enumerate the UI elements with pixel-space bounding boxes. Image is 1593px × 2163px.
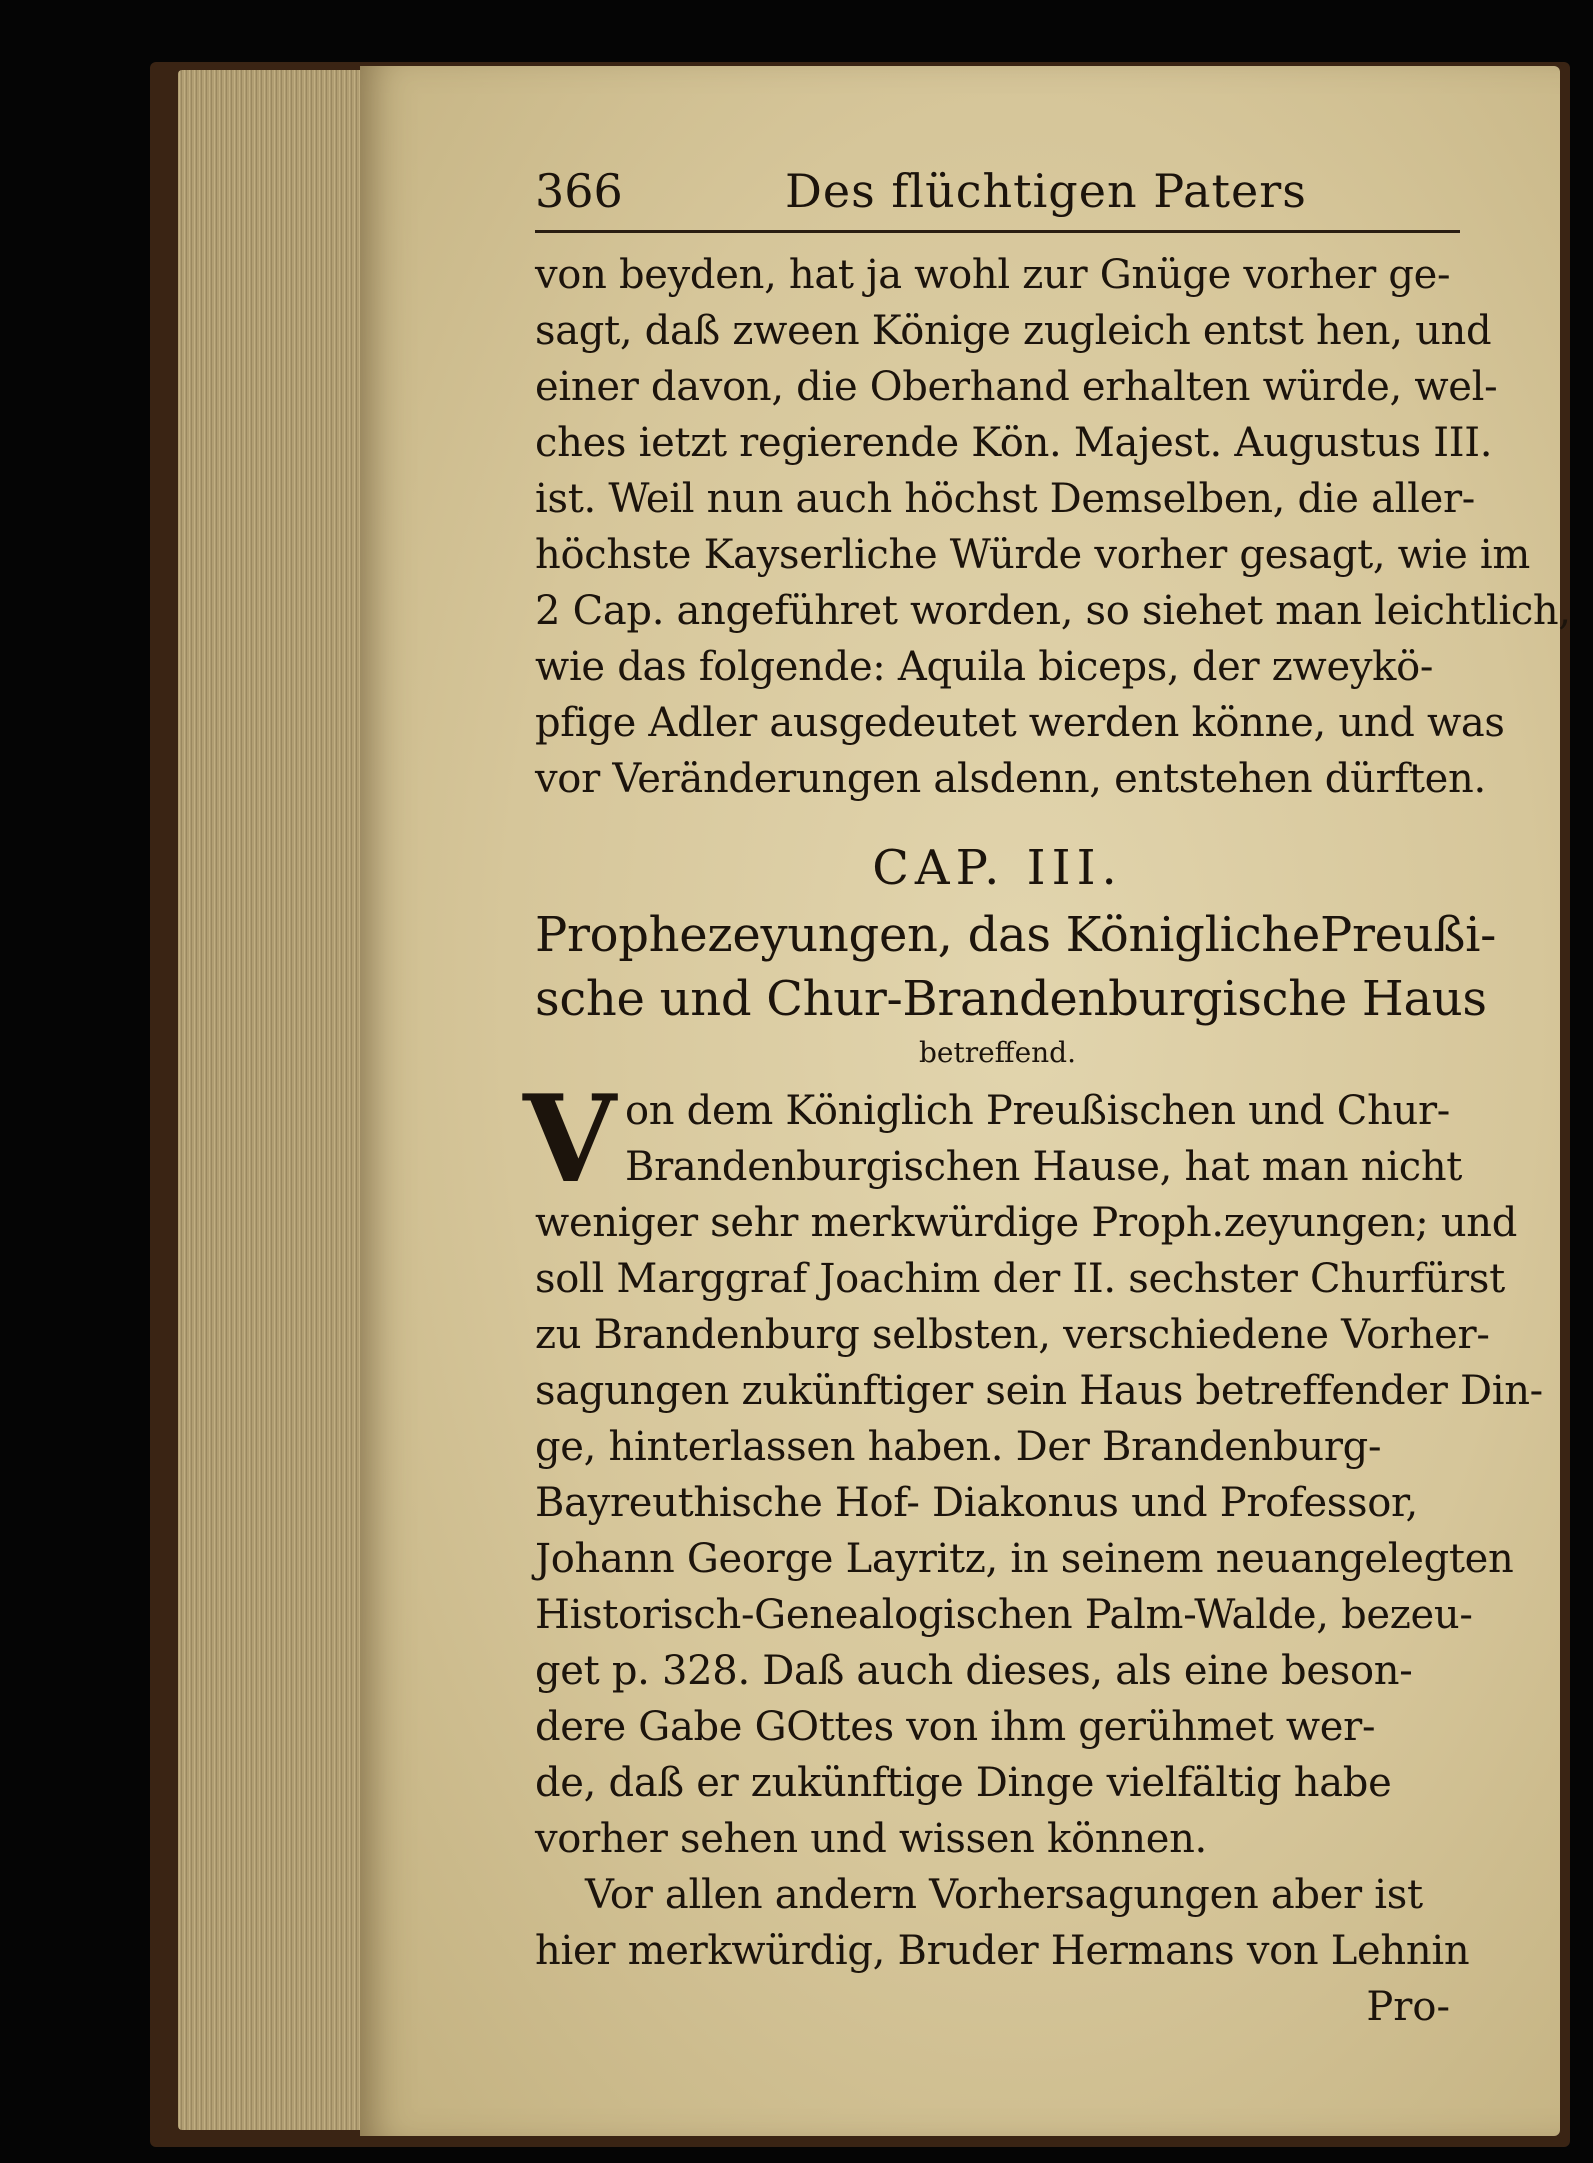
text-line: Brandenburgischen Hause, hat man nicht <box>625 1144 1463 1190</box>
text-line: weniger sehr merkwürdige Proph.zeyungen; und <box>535 1200 1518 1246</box>
chapter-title <box>535 903 1497 1031</box>
text-line: soll Marggraf Joachim der II. sechster Churfürst <box>535 1256 1505 1302</box>
paragraph-3 <box>535 1867 1470 1979</box>
drop-capital: V <box>523 1069 617 1210</box>
page-number: 366 <box>535 164 623 218</box>
paragraph-2 <box>523 1069 1543 1867</box>
text-line: pfige Adler ausgedeutet werden könne, und was <box>535 700 1505 746</box>
text-line: zu Brandenburg selbsten, verschiedene Vorher- <box>535 1312 1490 1358</box>
text-line: get p. 328. Daß auch dieses, als eine beson- <box>535 1648 1413 1694</box>
text-line: höchste Kayserliche Würde vorher gesagt, wie im <box>535 532 1531 578</box>
text-line: Bayreuthische Hof- Diakonus und Professor, <box>535 1480 1418 1526</box>
text-line: sagungen zukünftiger sein Haus betreffender Din- <box>535 1368 1543 1414</box>
catchword: Pro- <box>1366 1984 1450 2030</box>
running-head <box>535 150 1460 233</box>
text-line: de, daß er zukünftige Dinge vielfältig habe <box>535 1760 1392 1806</box>
text-line: wie das folgende: Aquila biceps, der zweykö- <box>535 644 1434 690</box>
text-line: vor Veränderungen alsdenn, entstehen dürften. <box>535 756 1486 802</box>
paragraph-1 <box>535 247 1571 807</box>
text-line: Johann George Layritz, in seinem neuangelegten <box>535 1536 1514 1582</box>
text-line: 2 Cap. angeführet worden, so siehet man leichtlich, <box>535 588 1571 634</box>
text-line: vorher sehen und wissen können. <box>535 1816 1207 1862</box>
text-line: hier merkwürdig, Bruder Hermans von Lehnin <box>535 1928 1470 1974</box>
text-line: von beyden, hat ja wohl zur Gnüge vorher ge- <box>535 252 1451 298</box>
chapter-title-line: Prophezeyungen, das KöniglichePreußi- <box>535 907 1497 963</box>
page-text <box>523 150 1571 2035</box>
text-line: Vor allen andern Vorhersagungen aber ist <box>585 1872 1423 1918</box>
text-line: sagt, daß zween Könige zugleich entst hen, und <box>535 308 1492 354</box>
text-line: einer davon, die Oberhand erhalten würde, wel- <box>535 364 1498 410</box>
text-line: ches ietzt regierende Kön. Majest. Augustus III. <box>535 420 1493 466</box>
chapter-number: CAP. III. <box>872 840 1123 896</box>
text-line: ge, hinterlassen haben. Der Brandenburg- <box>535 1424 1382 1470</box>
text-line: dere Gabe GOttes von ihm gerühmet wer- <box>535 1704 1376 1750</box>
text-line: ist. Weil nun auch höchst Demselben, die aller- <box>535 476 1476 522</box>
text-line: on dem Königlich Preußischen und Chur- <box>625 1088 1451 1134</box>
text-line: Historisch-Genealogischen Palm-Walde, bezeu- <box>535 1592 1473 1638</box>
chapter-subtitle: betreffend. <box>918 1036 1077 1069</box>
running-title: Des flüchtigen Paters <box>785 164 1307 218</box>
chapter-title-line: sche und Chur-Brandenburgische Haus <box>535 971 1487 1027</box>
